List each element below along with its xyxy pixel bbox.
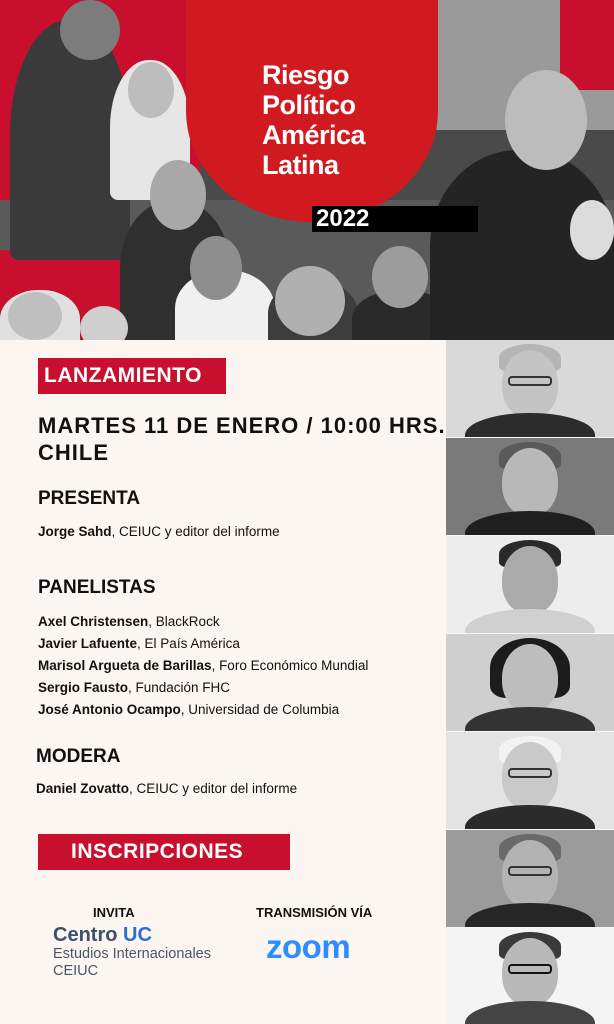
collage-head (150, 160, 206, 230)
speaker-photo (446, 340, 614, 437)
panelist-line (38, 636, 240, 651)
title-line: América (262, 120, 366, 150)
panelist-line (38, 702, 339, 717)
panelist-affiliation: , Foro Económico Mundial (211, 658, 369, 673)
launch-badge: LANZAMIENTO (38, 358, 226, 394)
collage-head (190, 236, 242, 300)
inscripciones-button[interactable]: INSCRIPCIONES (38, 834, 290, 870)
centro-text: Centro (53, 924, 118, 946)
presenter-line (38, 524, 280, 539)
collage-head (275, 266, 345, 336)
zoom-logo: zoom (266, 928, 351, 965)
presenta-title: PRESENTA (38, 488, 141, 509)
year-badge: 2022 (312, 206, 478, 232)
title-line: Riesgo (262, 60, 350, 90)
panelist-line (38, 658, 368, 673)
panelist-name: Sergio Fausto (38, 680, 129, 695)
speaker-photo (446, 830, 614, 927)
panelistas-title: PANELISTAS (38, 577, 156, 598)
panelist-line (38, 680, 230, 695)
panelist-line (38, 614, 220, 629)
moderator-affiliation: , CEIUC y editor del informe (129, 781, 298, 796)
event-date-line: MARTES 11 DE ENERO / 10:00 HRS. (38, 413, 446, 438)
invita-label: INVITA (93, 905, 135, 920)
collage-red-field (560, 0, 614, 90)
speaker-photo (446, 438, 614, 535)
panelist-name: Javier Lafuente (38, 636, 138, 651)
panelist-name: Marisol Argueta de Barillas (38, 658, 212, 673)
presenter-name: Jorge Sahd (38, 524, 112, 539)
centro-uc-logo (53, 924, 152, 947)
collage-head (60, 0, 120, 60)
speaker-photo (446, 732, 614, 829)
transmision-label: TRANSMISIÓN VÍA (256, 905, 373, 920)
speaker-photo (446, 536, 614, 633)
collage-head (570, 200, 614, 260)
modera-title: MODERA (36, 746, 121, 767)
collage-head (372, 246, 428, 308)
speaker-photo (446, 928, 614, 1024)
panelist-affiliation: , Universidad de Columbia (180, 702, 340, 717)
moderator-name: Daniel Zovatto (36, 781, 130, 796)
collage-head (128, 62, 174, 118)
panelist-affiliation: , BlackRock (148, 614, 220, 629)
panelist-affiliation: , El País América (137, 636, 240, 651)
centro-acronym: CEIUC (53, 963, 99, 979)
panelist-affiliation: , Fundación FHC (128, 680, 231, 695)
report-title (262, 60, 432, 180)
title-line: Latina (262, 150, 339, 180)
speaker-photo (446, 634, 614, 731)
panelist-name: Axel Christensen (38, 614, 149, 629)
event-location: CHILE (38, 440, 109, 465)
event-date (38, 412, 458, 466)
uc-text: UC (123, 924, 152, 946)
collage-head (505, 70, 587, 170)
moderator-line (36, 781, 297, 796)
centro-subtitle: Estudios Internacionales (53, 946, 211, 962)
speaker-photos (446, 340, 614, 1024)
title-line: Político (262, 90, 356, 120)
presenter-affiliation: , CEIUC y editor del informe (111, 524, 280, 539)
collage-head (8, 292, 62, 340)
panelist-name: José Antonio Ocampo (38, 702, 181, 717)
